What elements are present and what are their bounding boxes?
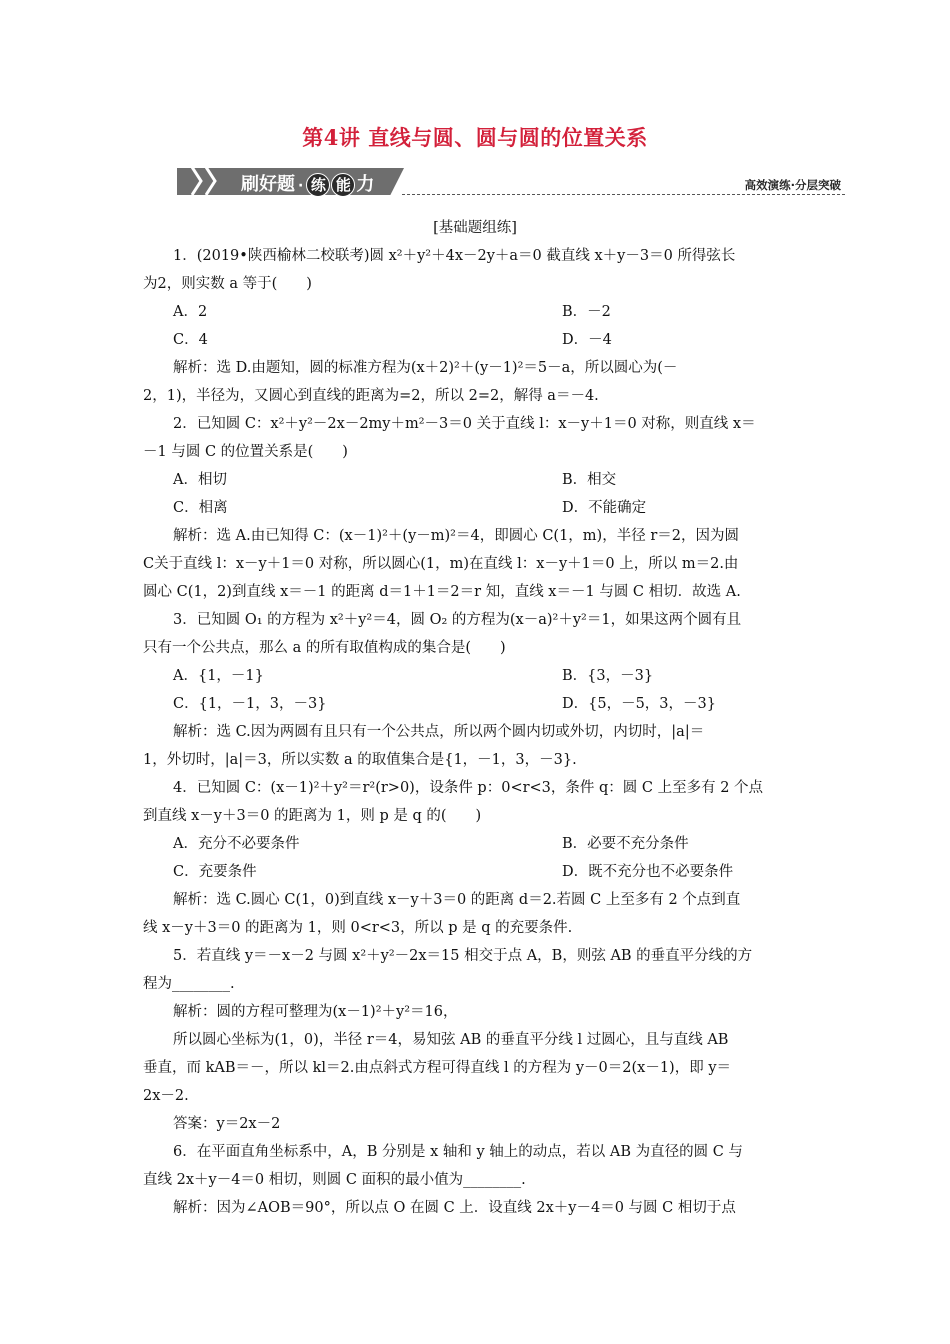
- banner-left-text: 刷好题: [241, 174, 295, 195]
- chevron-right-icon: [191, 165, 203, 197]
- section-banner: [177, 165, 845, 197]
- banner-tail-text: 力: [356, 174, 375, 195]
- solution-4-cont: 线 x－y＋3＝0 的距离为 1，则 0<r<3，所以 p 是 q 的充要条件.: [143, 920, 573, 936]
- question-4-cont: 到直线 x－y＋3＝0 的距离为 1，则 p 是 q 的( ): [143, 808, 482, 824]
- options-row: [143, 830, 807, 858]
- option-a: A．充分不必要条件: [173, 836, 300, 852]
- option-a: A．2: [173, 304, 208, 320]
- solution-3: 解析：选 C.因为两圆有且只有一个公共点，所以两个圆内切或外切，内切时，|a|＝: [173, 724, 705, 740]
- option-b: B．－2: [562, 304, 611, 320]
- solution-5-cont: 垂直，而 kAB＝－，所以 kl＝2.由点斜式方程可得直线 l 的方程为 y－0＝2(x－1)，即 y＝: [143, 1060, 732, 1076]
- option-a: A．相切: [173, 472, 227, 488]
- banner-circle-char: 能: [331, 173, 355, 197]
- option-d: D．－4: [562, 332, 612, 348]
- banner-separator: ·: [298, 178, 304, 194]
- option-c: C．{1，－1，3，－3}: [173, 696, 327, 712]
- page-title: 第4讲 直线与圆、圆与圆的位置关系: [302, 125, 648, 150]
- question-3: 3．已知圆 O₁ 的方程为 x²＋y²＝4，圆 O₂ 的方程为(x－a)²＋y²＝1，如果这两个圆有且: [173, 612, 742, 628]
- answer-5: 答案：y＝2x－2: [173, 1116, 281, 1132]
- option-d: D．{5，－5，3，－3}: [562, 696, 716, 712]
- options-row: [143, 662, 807, 690]
- banner-dashed-rule: [402, 194, 845, 195]
- solution-1-cont: 2，1)，半径为，又圆心到直线的距离为=2，所以 2=2，解得 a＝－4.: [143, 388, 599, 404]
- options-row: [143, 466, 807, 494]
- option-d: D．不能确定: [562, 500, 647, 516]
- solution-2-cont: 圆心 C(1，2)到直线 x＝－1 的距离 d＝1＋1＝2＝r 知，直线 x＝－1 与圆 C 相切．故选 A.: [143, 584, 741, 600]
- solution-5: 解析：圆的方程可整理为(x－1)²＋y²＝16，: [173, 1004, 458, 1020]
- question-5: 5．若直线 y＝－x－2 与圆 x²＋y²－2x＝15 相交于点 A，B，则弦 AB 的垂直平分线的方: [173, 948, 753, 964]
- solution-1: 解析：选 D.由题知，圆的标准方程为(x＋2)²＋(y－1)²＝5－a，所以圆心为(－: [173, 360, 678, 376]
- document-body: [143, 214, 807, 1222]
- banner-label: [241, 170, 374, 197]
- chevron-right-icon: [205, 165, 217, 197]
- solution-3-cont: 1，外切时，|a|＝3，所以实数 a 的取值集合是{1，－1，3，－3}.: [143, 752, 577, 768]
- question-6-cont: 直线 2x＋y－4＝0 相切，则圆 C 面积的最小值为________.: [143, 1172, 526, 1188]
- options-row: [143, 858, 807, 886]
- banner-right-text: 高效演练·分层突破: [744, 178, 841, 192]
- options-row: [143, 298, 807, 326]
- question-5-cont: 程为________.: [143, 976, 235, 992]
- option-b: B．相交: [562, 472, 617, 488]
- section-heading: [基础题组练]: [433, 220, 517, 236]
- solution-6: 解析：因为∠AOB＝90°，所以点 O 在圆 C 上．设直线 2x＋y－4＝0 与圆 C 相切于点: [173, 1200, 736, 1216]
- question-1-cont: 为2，则实数 a 等于( ): [143, 276, 312, 292]
- option-d: D．既不充分也不必要条件: [562, 864, 734, 880]
- question-4: 4．已知圆 C：(x－1)²＋y²＝r²(r>0)，设条件 p：0<r<3，条件 q：圆 C 上至多有 2 个点: [173, 780, 764, 796]
- option-a: A．{1，－1}: [173, 668, 264, 684]
- banner-circle-char: 练: [306, 173, 330, 197]
- options-row: [143, 326, 807, 354]
- solution-5-cont: 所以圆心坐标为(1，0)，半径 r＝4，易知弦 AB 的垂直平分线 l 过圆心，且与直线 AB: [173, 1032, 729, 1048]
- solution-2-cont: C关于直线 l：x－y＋1＝0 对称，所以圆心(1，m)在直线 l：x－y＋1＝0 上，所以 m＝2.由: [143, 556, 739, 572]
- solution-4: 解析：选 C.圆心 C(1，0)到直线 x－y＋3＝0 的距离 d＝2.若圆 C 上至多有 2 个点到直: [173, 892, 741, 908]
- question-1: 1．(2019•陕西榆林二校联考)圆 x²＋y²＋4x－2y＋a＝0 截直线 x＋y－3＝0 所得弦长: [173, 248, 736, 264]
- option-c: C．充要条件: [173, 864, 257, 880]
- option-b: B．{3，－3}: [562, 668, 654, 684]
- option-c: C．4: [173, 332, 208, 348]
- question-2: 2．已知圆 C：x²＋y²－2x－2my＋m²－3＝0 关于直线 l：x－y＋1＝0 对称，则直线 x＝: [173, 416, 756, 432]
- question-6: 6．在平面直角坐标系中，A，B 分别是 x 轴和 y 轴上的动点，若以 AB 为直径的圆 C 与: [173, 1144, 743, 1160]
- question-2-cont: －1 与圆 C 的位置关系是( ): [143, 444, 348, 460]
- options-row: [143, 494, 807, 522]
- solution-5-cont: 2x－2.: [143, 1088, 189, 1104]
- option-b: B．必要不充分条件: [562, 836, 689, 852]
- question-3-cont: 只有一个公共点，那么 a 的所有取值构成的集合是( ): [143, 640, 506, 656]
- option-c: C．相离: [173, 500, 228, 516]
- options-row: [143, 690, 807, 718]
- solution-2: 解析：选 A.由已知得 C：(x－1)²＋(y－m)²＝4，即圆心 C(1，m)，半径 r＝2，因为圆: [173, 528, 739, 544]
